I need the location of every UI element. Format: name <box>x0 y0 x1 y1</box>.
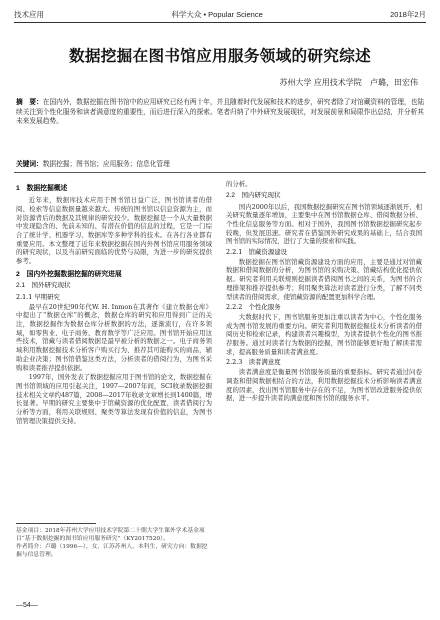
footnote-bio: 作者简介：卢璐（1996—），女，江苏苏州人，本科生，研究方向：数据挖掘与信息管理。 <box>16 544 208 559</box>
paragraph: 的分析。 <box>226 180 252 188</box>
subsubsection-heading: 2.1.1 早期研究 <box>16 292 60 301</box>
keywords-text: 数据挖掘；图书馆；应用服务；信息化管理 <box>42 160 170 168</box>
header-journal: 科学大众 • Popular Science <box>171 10 263 19</box>
paragraph: 最早在20世纪90年代W. H. Inmon在其著作《建立数据仓库》中提出了“数据仓库”的概念，数据仓库的研究和应用得到广泛的关注，数据挖掘作为数据仓库分析数据的方法，逐渐流行，在许多领域，如零售业、电子商务、教育数学等广泛应用。图书馆开始应用这些技术，馆藏与读者借阅数据是最早被分析的数据之一。电子商务领域利用数据挖掘技术分析客户购买行为、推荐其可能购买的商品，辅助企业决策；图书馆借鉴这类方法，分析读者的借阅行为，为图书采购和读者推荐提供依据。 <box>16 302 212 372</box>
section-heading: 2 国内外挖掘数据挖掘的研究进展 <box>16 270 122 278</box>
paragraph: 大数据时代下，图书馆服务更加注重以读者为中心，个性化服务成为图书馆发展的重要方向。研究者利用数据挖掘技术分析读者的借阅历史和检索记录，构建读者兴趣模型，为读者提供个性化的图书推荐服务。通过对读者行为数据的挖掘，图书馆能够更好地了解读者需求，提高服务质量和读者满意度。 <box>226 312 422 356</box>
page-number: —54— <box>16 602 38 609</box>
section-heading: 1 数据挖掘概述 <box>16 185 68 192</box>
footnote-fund: 基金项目：2018年苏州大学应用技术学院第二十期大学生课外学术基金项目“基于数据挖掘的图书馆应用服务研究”（KY2017520）。 <box>16 528 205 543</box>
subsubsection-heading: 2.2.3 读者满意度 <box>226 358 281 367</box>
body-column-right <box>226 180 422 580</box>
subsection-heading: 2.1 国外研究现状 <box>16 282 71 290</box>
body-column-left <box>16 180 212 520</box>
author-affiliation: 苏州大学 应用技术学院 <box>279 78 362 87</box>
paragraph: 数据挖掘在图书馆馆藏资源建设方面的应用，主要是通过对馆藏数据和借阅数据的分析，为图书馆的采购决策、馆藏结构优化提供依据。研究者利用关联规则挖掘读者借阅图书之间的关系，为图书的合理排架和推荐提供参考；利用聚类算法对读者进行分类，了解不同类型读者的借阅需求，使馆藏资源的配置更加科学合理。 <box>226 257 422 301</box>
author-line <box>280 77 418 88</box>
subsubsection-heading: 2.2.2 个性化服务 <box>226 303 281 312</box>
author-names: 卢璐，田宏伟 <box>370 78 418 87</box>
subsection-heading: 2.2 国内研究现状 <box>226 191 281 199</box>
paragraph: 国内2000年以后，我国数据挖掘研究在图书馆领域逐渐展开，相关研究数量逐年增加，主要集中在图书馆数据仓库、借阅数据分析、个性化信息服务等方面。相对于国外，我国图书馆数据挖掘研究起步较晚，但发展迅速。研究者在借鉴国外研究成果的基础上，结合我国图书馆的实际情况，进行了大量的探索和实践。 <box>226 202 422 246</box>
paragraph: 1997年，国外发表了数据挖掘应用于图书馆的论文，数据挖掘在图书馆领域的应用引起关注，1997—2007年间，SCI收录数据挖掘技术相关文章约487篇，2008—2017年收录文章增长到1400篇，增长显著。早期的研究主要集中于馆藏资源的优化配置、读者借阅行为分析等方面，利用关联规则、聚类等算法发现有价值的信息，为图书馆管理决策提供支持。 <box>16 373 212 425</box>
header-section: 技术应用 <box>14 10 44 19</box>
paragraph: 读者满意度是衡量图书馆服务质量的重要指标。研究者通过问卷调查和借阅数据相结合的方法，利用数据挖掘技术分析影响读者满意度的因素，找出图书馆服务中存在的不足，为图书馆改进服务提供依据，进一步提升读者的满意度和图书馆的服务水平。 <box>226 368 422 403</box>
paragraph: 近年来，数据库技术应用于图书馆日益广泛，图书馆读者的借阅、检索等信息数据量越来越大。传统的图书馆以信息资源为主，而对资源背后的数据及其规律的研究较少。数据挖掘是一个从大量数据中发现隐含的、先前未知的、有潜在价值的信息的过程，它是一门综合了统计学、机器学习、数据库等多种学科的技术。在各行各业都有重要应用。本文整理了近年来数据挖掘在国内外图书馆应用服务领域的研究现状，以及当前研究面临的优势与局限，为进一步的研究提供参考。 <box>16 196 212 266</box>
abstract-text: 在国内外，数据挖掘在图书馆中的应用研究已经有两十年，并且随着时代发展和技术的进步，研究者除了对馆藏资料的管理，也陆续关注到个性化服务和读者满意度的重要性，而后进行深入的探索。笔者归纳了中外研究发展现状，对发展前景和局限作出总结，并分析其未来发展趋势。 <box>16 98 424 125</box>
footnote-divider <box>16 523 96 524</box>
abstract <box>16 98 424 154</box>
footnote <box>16 527 212 587</box>
keywords <box>16 158 424 168</box>
header-divider <box>14 22 426 23</box>
subsubsection-heading: 2.2.1 馆藏资源建设 <box>226 248 287 257</box>
header-date: 2018年2月 <box>390 10 426 19</box>
running-header <box>14 6 426 20</box>
article-title: 数据挖掘在图书馆应用服务领域的研究综述 <box>69 48 371 65</box>
keywords-label: 关键词： <box>16 161 43 168</box>
abstract-divider <box>14 172 426 173</box>
abstract-label: 摘 要： <box>16 99 43 106</box>
